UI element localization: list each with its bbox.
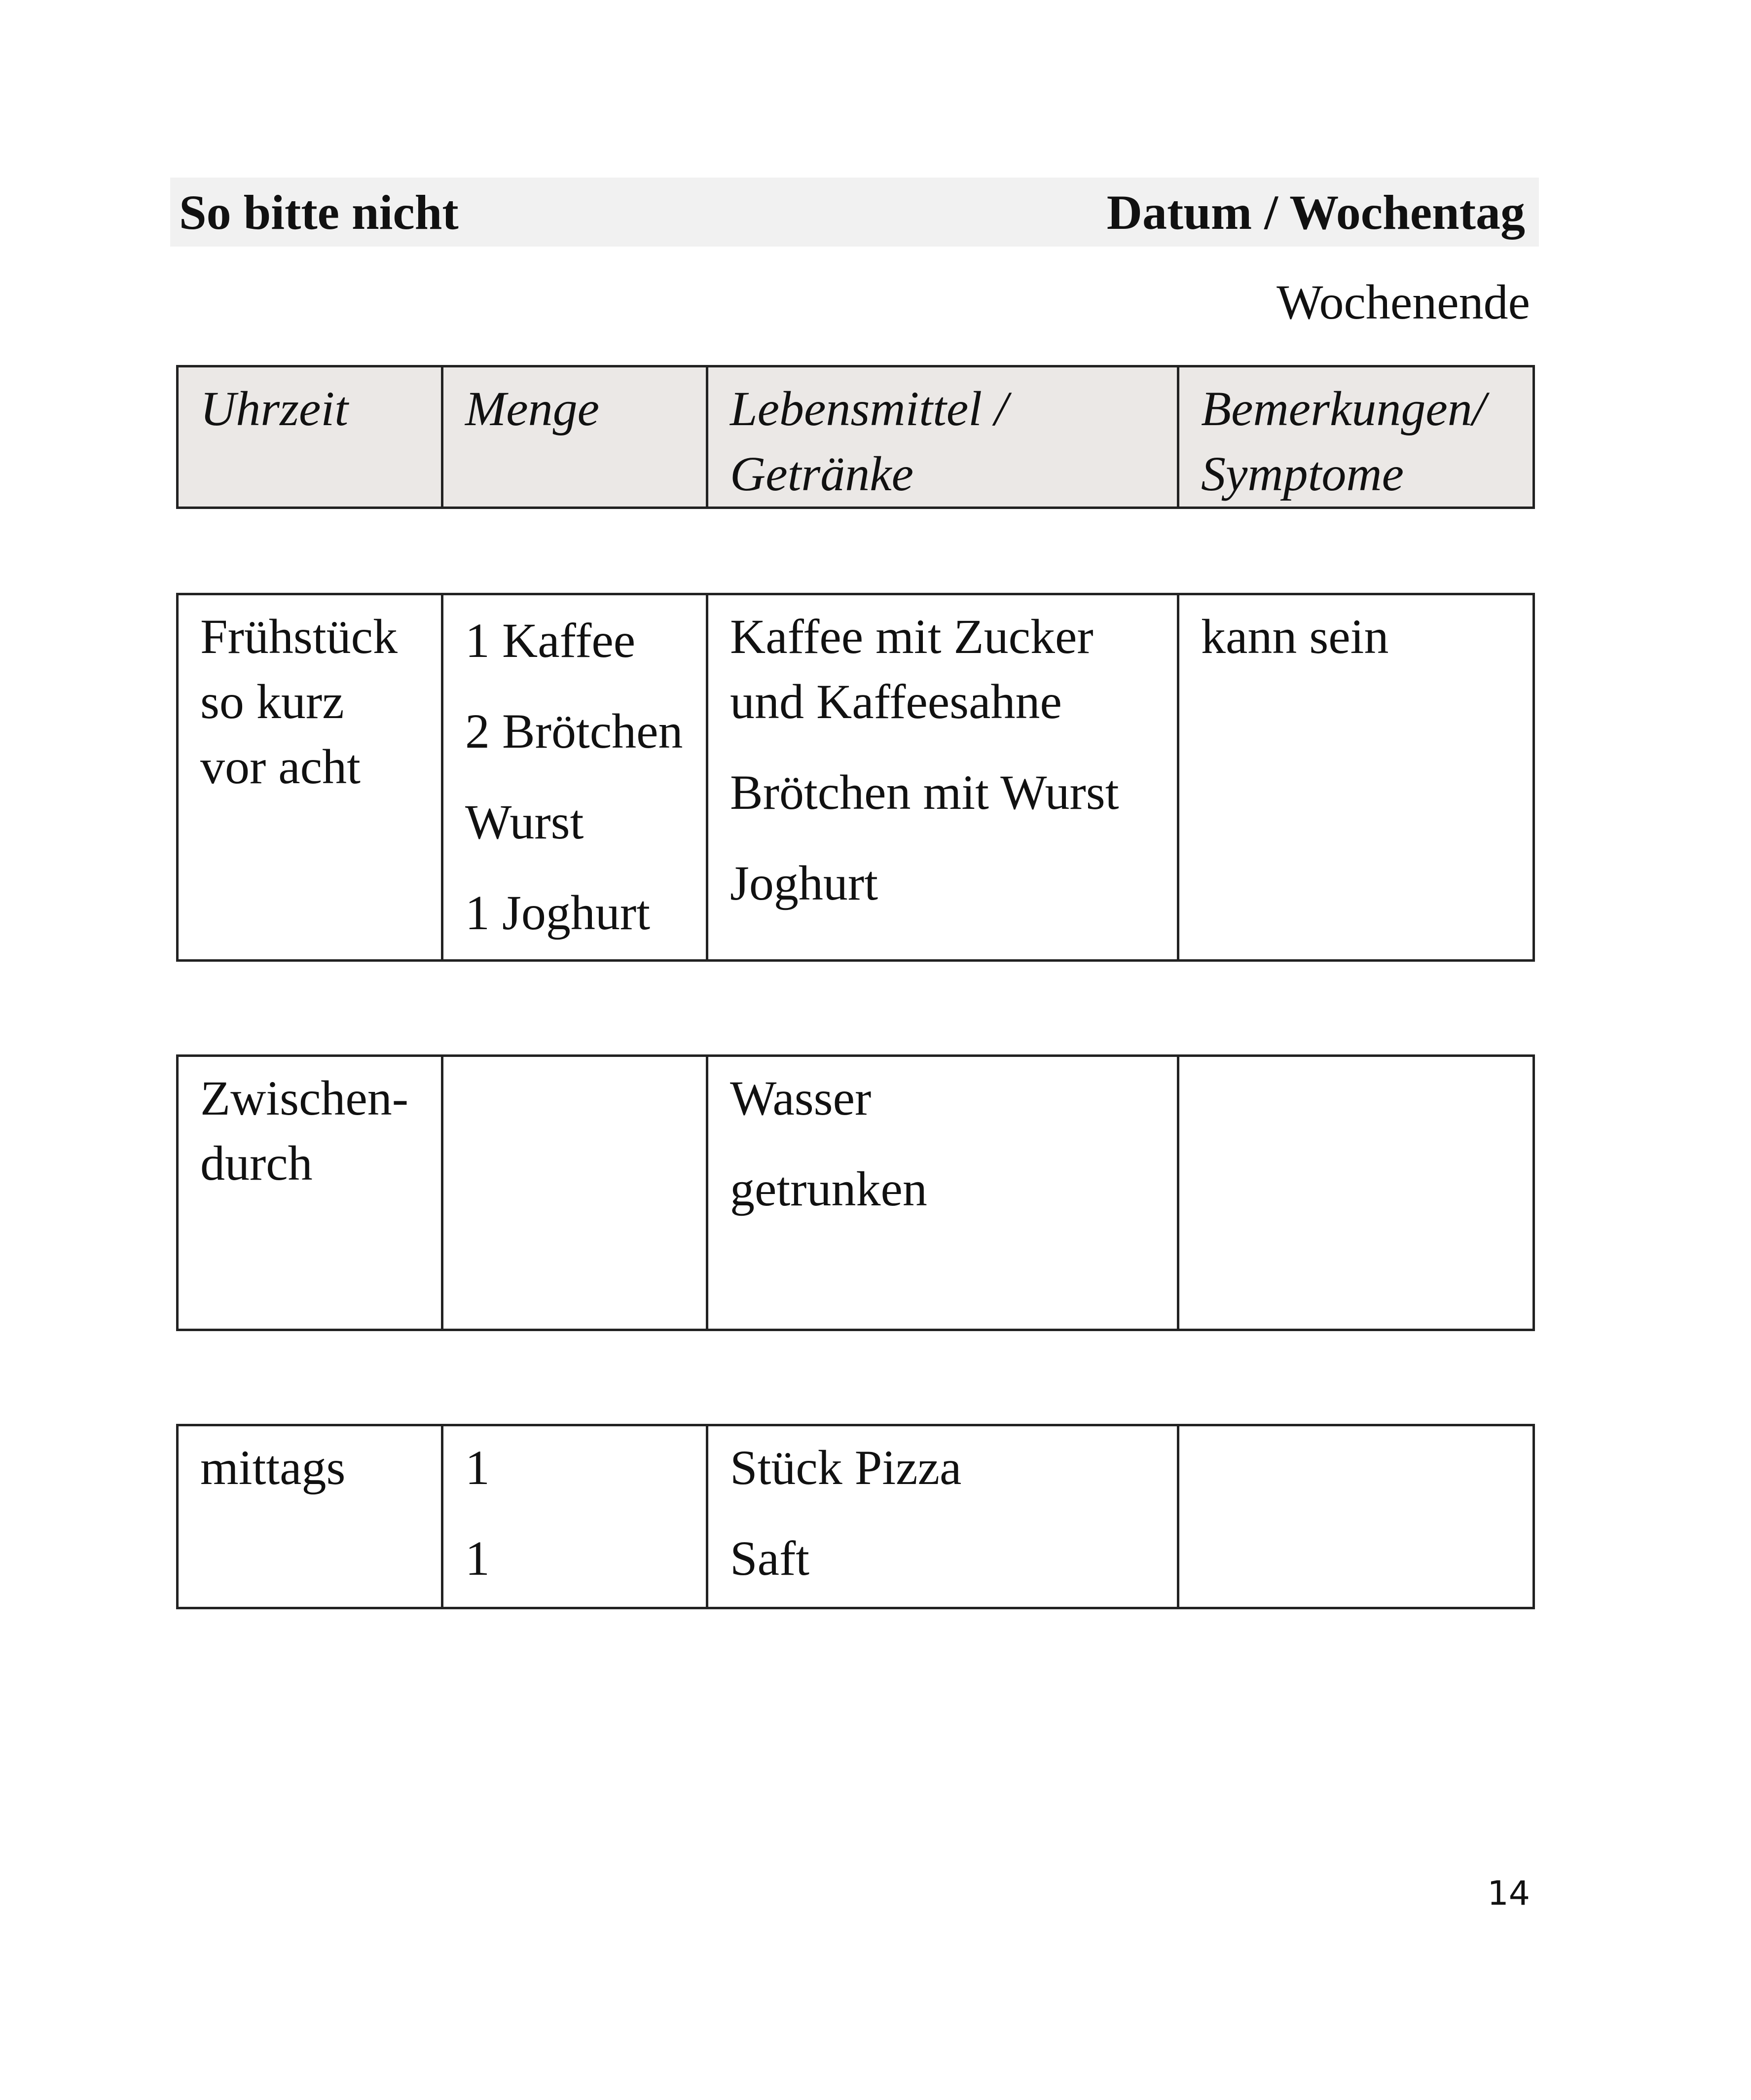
header-amount-label: Menge <box>465 381 600 436</box>
snack-time-line: durch <box>200 1136 313 1191</box>
breakfast-remarks: kann sein <box>1201 609 1389 664</box>
breakfast-food-line: Kaffee mit Zucker <box>730 609 1094 664</box>
header-time-label: Uhrzeit <box>200 381 348 436</box>
breakfast-amount-line: 1 Kaffee <box>465 613 636 668</box>
snack-time-cell <box>178 1056 442 1330</box>
header-cell-amount <box>442 366 707 508</box>
date-label: Datum / Wochentag <box>1106 184 1525 240</box>
lunch-table <box>176 1424 1535 1609</box>
header-cell-remarks <box>1178 366 1534 508</box>
table-row <box>178 1056 1534 1330</box>
breakfast-amount-line: 2 Brötchen <box>465 704 683 759</box>
lunch-amount-line: 1 <box>465 1531 490 1586</box>
lunch-time-cell <box>178 1425 442 1608</box>
lunch-time: mittags <box>200 1440 346 1495</box>
header-food-label-1: Lebensmittel / <box>730 381 1008 436</box>
lunch-amount-line: 1 <box>465 1440 490 1495</box>
header-row <box>178 366 1534 508</box>
breakfast-time-line: Frühstück <box>200 609 398 664</box>
breakfast-amount-line: Wurst <box>465 795 584 849</box>
snack-table <box>176 1054 1535 1331</box>
header-remarks-label-2: Symptome <box>1201 446 1404 501</box>
breakfast-table <box>176 593 1535 962</box>
snack-time-line: Zwischen- <box>200 1071 409 1125</box>
breakfast-remarks-cell <box>1178 594 1534 961</box>
day-label: Wochenende <box>1277 275 1530 329</box>
snack-amount-cell <box>442 1056 707 1330</box>
breakfast-food-cell <box>707 594 1178 961</box>
title-bar <box>170 178 1539 247</box>
lunch-food-line: Saft <box>730 1531 810 1586</box>
page-title: So bitte nicht <box>179 184 459 240</box>
snack-remarks-cell <box>1178 1056 1534 1330</box>
header-remarks-label-1: Bemerkungen/ <box>1201 381 1486 436</box>
page-number: 14 <box>1487 1874 1530 1913</box>
breakfast-food-line: und Kaffeesahne <box>730 674 1062 729</box>
lunch-amount-cell <box>442 1425 707 1608</box>
snack-food-line: Wasser <box>730 1071 872 1125</box>
header-food-label-2: Getränke <box>730 446 914 501</box>
breakfast-amount-cell <box>442 594 707 961</box>
lunch-food-line: Stück Pizza <box>730 1440 962 1495</box>
lunch-food-cell <box>707 1425 1178 1608</box>
breakfast-amount-line: 1 Joghurt <box>465 885 650 940</box>
breakfast-food-line: Joghurt <box>730 856 878 910</box>
breakfast-time-line: so kurz <box>200 674 344 729</box>
breakfast-time-line: vor acht <box>200 739 361 794</box>
breakfast-time-cell <box>178 594 442 961</box>
header-cell-time <box>178 366 442 508</box>
breakfast-food-line: Brötchen mit Wurst <box>730 765 1119 820</box>
column-header-table <box>176 365 1535 509</box>
snack-food-line: getrunken <box>730 1161 927 1216</box>
snack-food-cell <box>707 1056 1178 1330</box>
header-cell-food <box>707 366 1178 508</box>
lunch-remarks-cell <box>1178 1425 1534 1608</box>
table-row <box>178 594 1534 961</box>
table-row <box>178 1425 1534 1608</box>
